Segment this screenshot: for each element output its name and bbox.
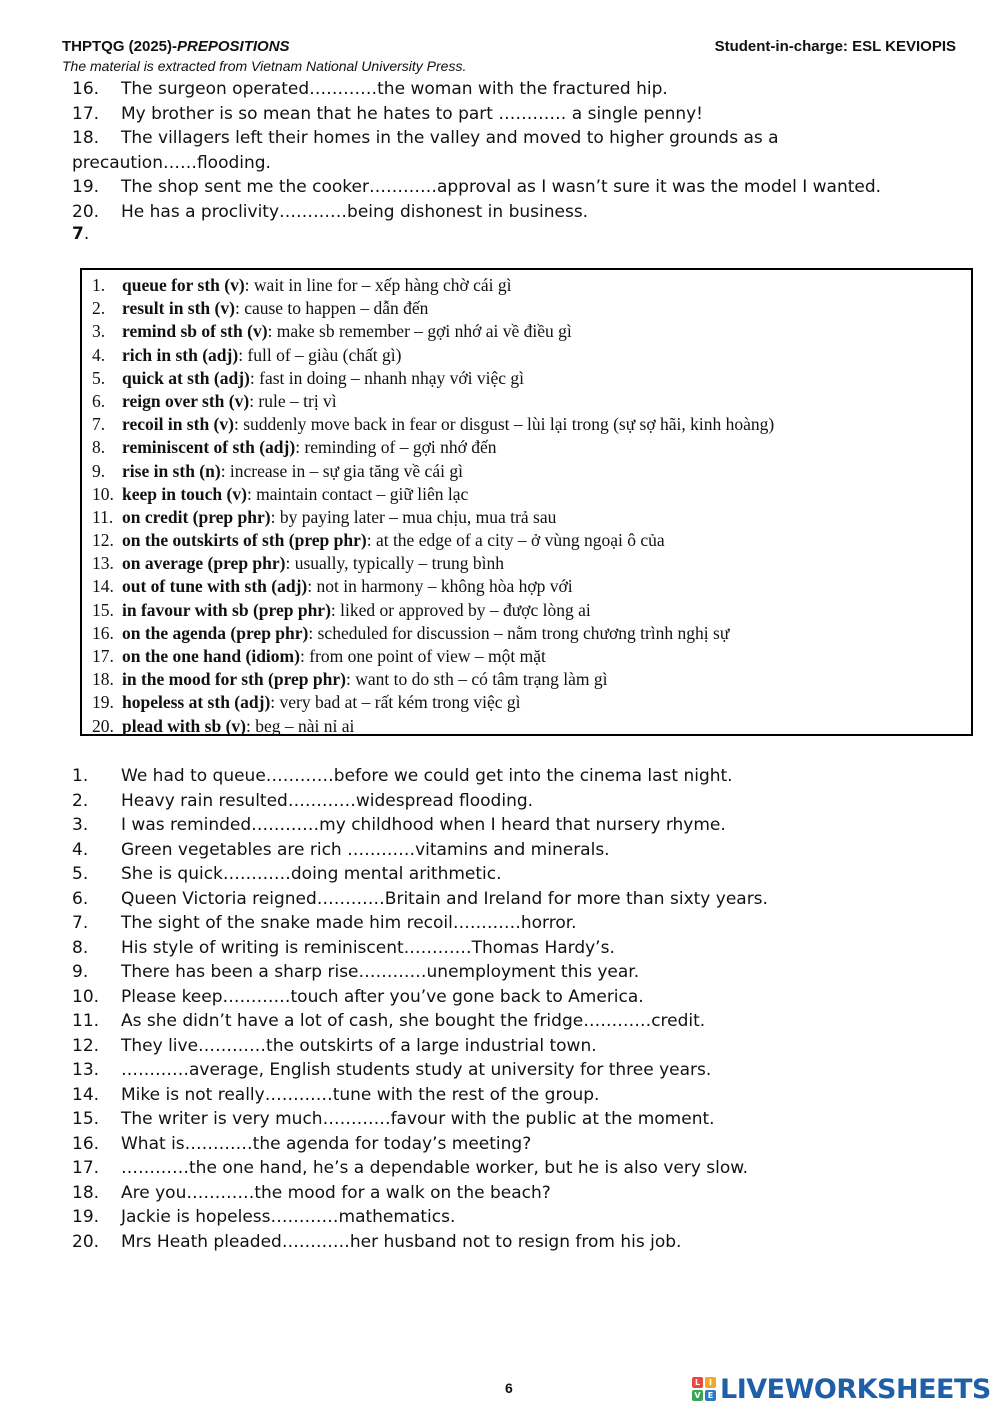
vocab-definition: : suddenly move back in fear or disgust – lùi lại trong (sự sợ hãi, kinh hoàng)	[233, 414, 775, 435]
exercise-text: As she didn’t have a lot of cash, she bought the fridge…………credit.	[121, 1011, 706, 1031]
vocab-term: on credit (prep phr)	[122, 506, 271, 527]
vocab-term: in the mood for sth (prep phr)	[122, 669, 346, 690]
question-row: 18. The villagers left their homes in the valley and moved to higher grounds as a precaution……flooding.	[72, 128, 779, 173]
exercise-row	[72, 1034, 972, 1059]
exercise-text: Mrs Heath pleaded…………her husband not to resign from his job.	[121, 1231, 682, 1252]
vocab-item	[92, 320, 774, 343]
vocab-number: 10.	[92, 483, 114, 504]
exercise-text: Queen Victoria reigned…………Britain and Ireland for more than sixty years.	[121, 888, 768, 909]
exercise-text: The writer is very much…………favour with the public at the moment.	[121, 1109, 715, 1129]
vocab-number: 17.	[92, 646, 114, 666]
page-number: 6	[505, 1380, 513, 1396]
vocab-term: reminiscent of sth (adj)	[122, 437, 296, 458]
vocab-definition: : not in harmony – không hòa hợp với	[307, 576, 573, 597]
vocab-item	[92, 390, 774, 413]
logo-mark-icon	[692, 1377, 716, 1401]
page-header	[62, 38, 958, 56]
vocab-number: 7.	[92, 414, 106, 435]
exercise-text: Green vegetables are rich …………vitamins and minerals.	[121, 839, 610, 860]
exercise-text: …………the one hand, he’s a dependable worker, but he is also very slow.	[121, 1158, 749, 1178]
vocab-number: 18.	[92, 669, 114, 690]
vocab-definition: : cause to happen – dẫn đến	[234, 298, 429, 319]
vocab-item	[92, 413, 774, 436]
exercise-number: 1.	[72, 766, 89, 786]
exercise-row	[72, 1058, 972, 1083]
vocab-item	[92, 483, 774, 506]
exercise-number: 8.	[72, 937, 89, 958]
vocab-definition: : maintain contact – giữ liên lạc	[246, 483, 469, 504]
vocab-definition: : at the edge of a city – ở vùng ngoại ô của	[366, 530, 665, 551]
vocab-definition: : scheduled for discussion – nằm trong chương trình nghị sự	[308, 622, 730, 643]
vocab-item	[92, 552, 774, 575]
vocab-definition: : usually, typically – trung bình	[285, 553, 505, 574]
exercise-text: Jackie is hopeless…………mathematics.	[121, 1207, 456, 1227]
exercise-row	[72, 1009, 972, 1034]
exercise-row	[72, 1132, 972, 1157]
vocab-number: 20.	[92, 715, 114, 736]
exercise-row	[72, 936, 972, 961]
exercise-row	[72, 1181, 972, 1206]
logo-text: LIVEWORKSHEETS	[720, 1373, 991, 1405]
vocab-definition: : by paying later – mua chịu, mua trả sau	[270, 506, 557, 527]
vocab-number: 16.	[92, 622, 114, 643]
vocab-item	[92, 529, 774, 552]
vocab-definition: : increase in – sự gia tăng về cái gì	[220, 460, 463, 481]
exercise-row	[72, 862, 972, 887]
vocab-term: in favour with sb (prep phr)	[122, 599, 331, 620]
vocab-item	[92, 436, 774, 459]
vocab-item	[92, 575, 774, 598]
exercise-number: 11.	[72, 1011, 100, 1031]
vocab-number: 9.	[92, 460, 106, 481]
vocab-definition: : reminding of – gợi nhớ đến	[295, 437, 497, 458]
question-row: 17. My brother is so mean that he hates to part ………… a single penny!	[72, 103, 704, 124]
exercise-row	[72, 813, 972, 838]
exercise-number: 18.	[72, 1182, 100, 1203]
vocab-definition: : make sb remember – gợi nhớ ai về điều gì	[267, 321, 572, 342]
vocab-term: queue for sth (v)	[122, 275, 245, 295]
vocab-number: 15.	[92, 599, 114, 620]
vocab-term: on the one hand (idiom)	[122, 646, 300, 666]
exercise-number: 15.	[72, 1109, 100, 1129]
vocab-number: 11.	[92, 506, 114, 527]
exercise-text: …………average, English students study at university for three years.	[121, 1060, 712, 1080]
logo-tile: L	[692, 1377, 703, 1388]
vocab-term: rich in sth (adj)	[122, 344, 239, 365]
vocabulary-box	[80, 268, 973, 736]
exercise-number: 4.	[72, 839, 89, 860]
exercise-number: 19.	[72, 1207, 100, 1227]
vocab-item	[92, 344, 774, 367]
exercise-text: There has been a sharp rise…………unemployment this year.	[121, 962, 640, 982]
exercise-text: The sight of the snake made him recoil…………horror.	[121, 913, 577, 933]
vocab-item	[92, 645, 774, 668]
exercise-text: What is…………the agenda for today’s meeting?	[121, 1133, 532, 1154]
vocab-definition: : rule – trị vì	[249, 390, 337, 411]
question-row: 19. The shop sent me the cooker…………approval as I wasn’t sure it was the model I wanted.	[72, 177, 882, 197]
exercise-number: 12.	[72, 1035, 100, 1056]
section-heading: 7.	[72, 224, 90, 244]
exercise-text: Mike is not really…………tune with the rest of the group.	[121, 1084, 600, 1105]
vocab-number: 19.	[92, 692, 114, 713]
logo-tile: I	[705, 1377, 716, 1388]
logo-tile: V	[692, 1390, 703, 1401]
vocab-item	[92, 599, 774, 622]
exercise-number: 13.	[72, 1060, 100, 1080]
exercise-row	[72, 1205, 972, 1230]
vocab-definition: : full of – giàu (chất gì)	[238, 344, 402, 365]
exercise-text: Please keep…………touch after you’ve gone back to America.	[121, 986, 644, 1007]
vocab-number: 13.	[92, 553, 114, 574]
exercise-row	[72, 1230, 972, 1255]
exercise-row	[72, 789, 972, 814]
exercise-text: His style of writing is reminiscent…………Thomas Hardy’s.	[121, 937, 615, 958]
exercise-text: She is quick…………doing mental arithmetic.	[121, 864, 502, 884]
vocab-term: rise in sth (n)	[122, 460, 221, 481]
vocab-item	[92, 668, 774, 691]
vocab-item	[92, 367, 774, 390]
vocab-definition: : from one point of view – một mặt	[299, 646, 546, 666]
exercise-number: 10.	[72, 986, 100, 1007]
vocab-number: 2.	[92, 298, 106, 319]
vocab-term: on the outskirts of sth (prep phr)	[122, 530, 367, 551]
vocab-number: 4.	[92, 344, 106, 365]
vocab-item	[92, 506, 774, 529]
vocab-term: hopeless at sth (adj)	[122, 692, 271, 713]
vocab-term: result in sth (v)	[122, 298, 235, 319]
vocab-definition: : liked or approved by – được lòng ai	[330, 599, 591, 620]
vocabulary-list	[92, 274, 774, 738]
vocab-number: 8.	[92, 437, 106, 458]
vocab-term: on the agenda (prep phr)	[122, 622, 309, 643]
header-title: THPTQG (2025)-PREPOSITIONS	[62, 38, 290, 55]
exercise-number: 6.	[72, 888, 89, 909]
vocab-number: 3.	[92, 321, 106, 342]
vocab-term: recoil in sth (v)	[122, 414, 234, 435]
vocab-item	[92, 691, 774, 714]
question-row: 20. He has a proclivity…………being dishonest in business.	[72, 201, 589, 222]
exercise-number: 2.	[72, 790, 89, 811]
exercise-row	[72, 1083, 972, 1108]
vocab-term: reign over sth (v)	[122, 390, 250, 411]
vocab-number: 5.	[92, 367, 106, 388]
vocab-item	[92, 715, 774, 738]
exercise-number: 9.	[72, 962, 89, 982]
exercise-number: 14.	[72, 1084, 100, 1105]
exercise-number: 7.	[72, 913, 89, 933]
exercise-list	[72, 764, 972, 1254]
vocab-term: plead with sb (v)	[122, 715, 246, 736]
exercise-number: 16.	[72, 1133, 100, 1154]
vocab-term: out of tune with sth (adj)	[122, 576, 308, 597]
exercise-text: Are you…………the mood for a walk on the beach?	[121, 1182, 551, 1203]
vocab-term: on average (prep phr)	[122, 553, 286, 574]
vocab-item	[92, 460, 774, 483]
vocab-number: 6.	[92, 390, 106, 411]
exercise-text: I was reminded…………my childhood when I heard that nursery rhyme.	[121, 815, 726, 835]
exercise-text: They live…………the outskirts of a large industrial town.	[121, 1035, 597, 1056]
exercise-row	[72, 985, 972, 1010]
vocab-definition: : wait in line for – xếp hàng chờ cái gì	[244, 275, 512, 295]
liveworksheets-logo	[692, 1372, 991, 1406]
exercise-text: Heavy rain resulted…………widespread flooding.	[121, 790, 534, 811]
exercise-row	[72, 887, 972, 912]
vocab-definition: : beg – nài nỉ ai	[245, 715, 355, 736]
vocab-term: keep in touch (v)	[122, 483, 247, 504]
top-question-list	[72, 77, 972, 224]
exercise-row	[72, 838, 972, 863]
vocab-item	[92, 297, 774, 320]
exercise-number: 5.	[72, 864, 89, 884]
vocab-number: 12.	[92, 530, 114, 551]
exercise-number: 17.	[72, 1158, 100, 1178]
logo-tile: E	[705, 1390, 716, 1401]
vocab-term: quick at sth (adj)	[122, 367, 250, 388]
vocab-item	[92, 622, 774, 645]
exercise-number: 3.	[72, 815, 89, 835]
exercise-number: 20.	[72, 1231, 100, 1252]
exercise-text: We had to queue…………before we could get into the cinema last night.	[121, 766, 733, 786]
vocab-term: remind sb of sth (v)	[122, 321, 268, 342]
exercise-row	[72, 911, 972, 936]
source-note: The material is extracted from Vietnam National University Press.	[62, 58, 467, 74]
exercise-row	[72, 960, 972, 985]
vocab-number: 14.	[92, 576, 114, 597]
vocab-definition: : want to do sth – có tâm trạng làm gì	[345, 669, 608, 690]
vocab-item	[92, 274, 774, 297]
vocab-number: 1.	[92, 275, 106, 295]
question-row: 16. The surgeon operated…………the woman with the fractured hip.	[72, 79, 668, 99]
vocab-definition: : very bad at – rất kém trong việc gì	[270, 692, 521, 713]
exercise-row	[72, 1107, 972, 1132]
header-author: Student-in-charge: ESL KEVIOPIS	[714, 38, 956, 55]
vocab-definition: : fast in doing – nhanh nhạy với việc gì	[249, 367, 525, 388]
exercise-row	[72, 1156, 972, 1181]
exercise-row	[72, 764, 972, 789]
